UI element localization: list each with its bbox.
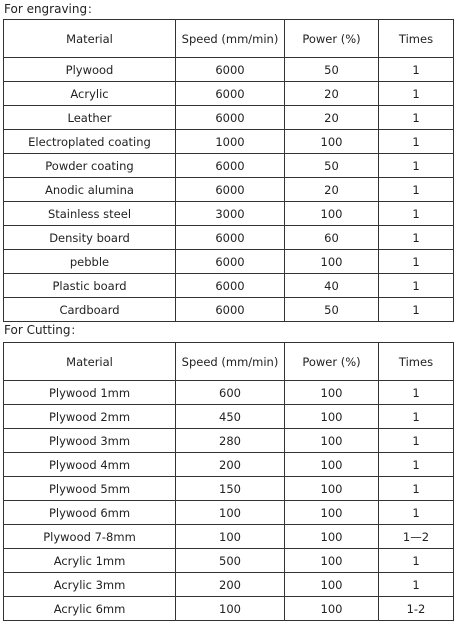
cell-material: Plywood xyxy=(4,58,176,82)
table-header-row xyxy=(4,343,454,381)
cell-speed: 6000 xyxy=(176,82,285,106)
cell-power: 60 xyxy=(285,226,379,250)
cell-material: Leather xyxy=(4,106,176,130)
engraving-parameters-table xyxy=(3,19,454,322)
cell-speed: 6000 xyxy=(176,58,285,82)
cell-material: Plywood 7-8mm xyxy=(4,525,176,549)
cell-power: 100 xyxy=(285,130,379,154)
cell-times: 1 xyxy=(379,429,454,453)
cell-speed: 450 xyxy=(176,405,285,429)
cell-power: 100 xyxy=(285,250,379,274)
table-row xyxy=(4,178,454,202)
column-header-times: Times xyxy=(379,343,454,381)
cell-power: 100 xyxy=(285,525,379,549)
table-row xyxy=(4,202,454,226)
cell-material: pebble xyxy=(4,250,176,274)
table-row xyxy=(4,274,454,298)
table-row xyxy=(4,226,454,250)
cell-speed: 1000 xyxy=(176,130,285,154)
cell-material: Plywood 1mm xyxy=(4,381,176,405)
cell-power: 100 xyxy=(285,429,379,453)
cell-speed: 600 xyxy=(176,381,285,405)
column-header-times: Times xyxy=(379,20,454,58)
cell-times: 1 xyxy=(379,154,454,178)
table-row xyxy=(4,58,454,82)
table-row xyxy=(4,405,454,429)
cell-power: 20 xyxy=(285,82,379,106)
cell-power: 50 xyxy=(285,154,379,178)
table-row xyxy=(4,82,454,106)
cell-speed: 200 xyxy=(176,453,285,477)
cell-times: 1 xyxy=(379,453,454,477)
cell-material: Density board xyxy=(4,226,176,250)
cell-material: Plywood 2mm xyxy=(4,405,176,429)
cell-material: Acrylic 6mm xyxy=(4,597,176,621)
table-row xyxy=(4,597,454,621)
table-row xyxy=(4,154,454,178)
cell-times: 1 xyxy=(379,130,454,154)
cell-times: 1 xyxy=(379,250,454,274)
cell-speed: 150 xyxy=(176,477,285,501)
table-row xyxy=(4,130,454,154)
cell-power: 50 xyxy=(285,58,379,82)
cell-material: Powder coating xyxy=(4,154,176,178)
column-header-power: Power (%) xyxy=(285,343,379,381)
cell-speed: 6000 xyxy=(176,106,285,130)
cell-power: 100 xyxy=(285,202,379,226)
table-row xyxy=(4,429,454,453)
cell-times: 1 xyxy=(379,226,454,250)
cell-power: 40 xyxy=(285,274,379,298)
cell-material: Acrylic xyxy=(4,82,176,106)
column-header-material: Material xyxy=(4,343,176,381)
table-row xyxy=(4,573,454,597)
cell-times: 1—2 xyxy=(379,525,454,549)
cell-material: Cardboard xyxy=(4,298,176,322)
cutting-section-title: For Cutting： xyxy=(4,323,83,337)
cell-times: 1 xyxy=(379,298,454,322)
cell-speed: 500 xyxy=(176,549,285,573)
cell-material: Stainless steel xyxy=(4,202,176,226)
cell-times: 1 xyxy=(379,58,454,82)
table-row xyxy=(4,501,454,525)
cell-power: 100 xyxy=(285,453,379,477)
cell-power: 100 xyxy=(285,501,379,525)
cell-times: 1 xyxy=(379,178,454,202)
cell-material: Plywood 6mm xyxy=(4,501,176,525)
column-header-power: Power (%) xyxy=(285,20,379,58)
table-row xyxy=(4,298,454,322)
cell-power: 100 xyxy=(285,381,379,405)
cell-times: 1 xyxy=(379,573,454,597)
cell-speed: 6000 xyxy=(176,178,285,202)
cell-material: Acrylic 3mm xyxy=(4,573,176,597)
table-header-row xyxy=(4,20,454,58)
cell-power: 20 xyxy=(285,106,379,130)
cell-material: Plywood 5mm xyxy=(4,477,176,501)
column-header-speed: Speed (mm/min) xyxy=(176,20,285,58)
cell-times: 1 xyxy=(379,381,454,405)
cell-power: 50 xyxy=(285,298,379,322)
cell-material: Acrylic 1mm xyxy=(4,549,176,573)
cell-material: Plywood 3mm xyxy=(4,429,176,453)
cell-power: 20 xyxy=(285,178,379,202)
cell-times: 1 xyxy=(379,106,454,130)
table-row xyxy=(4,549,454,573)
column-header-speed: Speed (mm/min) xyxy=(176,343,285,381)
cutting-parameters-table xyxy=(3,342,454,621)
cell-times: 1 xyxy=(379,501,454,525)
cell-speed: 280 xyxy=(176,429,285,453)
cell-power: 100 xyxy=(285,573,379,597)
table-row xyxy=(4,106,454,130)
cell-speed: 6000 xyxy=(176,154,285,178)
cell-times: 1 xyxy=(379,202,454,226)
cell-power: 100 xyxy=(285,597,379,621)
cell-material: Electroplated coating xyxy=(4,130,176,154)
cell-times: 1 xyxy=(379,405,454,429)
cell-power: 100 xyxy=(285,477,379,501)
cell-times: 1 xyxy=(379,549,454,573)
cell-material: Plywood 4mm xyxy=(4,453,176,477)
cell-speed: 6000 xyxy=(176,250,285,274)
cell-times: 1 xyxy=(379,477,454,501)
cell-speed: 100 xyxy=(176,501,285,525)
cell-material: Plastic board xyxy=(4,274,176,298)
cell-power: 100 xyxy=(285,549,379,573)
table-row xyxy=(4,525,454,549)
column-header-material: Material xyxy=(4,20,176,58)
cell-speed: 100 xyxy=(176,525,285,549)
cell-times: 1-2 xyxy=(379,597,454,621)
table-row xyxy=(4,453,454,477)
cell-speed: 100 xyxy=(176,597,285,621)
cell-power: 100 xyxy=(285,405,379,429)
cell-speed: 3000 xyxy=(176,202,285,226)
cell-speed: 200 xyxy=(176,573,285,597)
cell-times: 1 xyxy=(379,82,454,106)
engraving-section-title: For engraving： xyxy=(4,2,100,16)
cell-speed: 6000 xyxy=(176,274,285,298)
cutting-table-body xyxy=(4,381,454,621)
table-row xyxy=(4,250,454,274)
cell-times: 1 xyxy=(379,274,454,298)
table-row xyxy=(4,477,454,501)
engraving-table-body xyxy=(4,58,454,322)
cell-speed: 6000 xyxy=(176,298,285,322)
cell-speed: 6000 xyxy=(176,226,285,250)
cell-material: Anodic alumina xyxy=(4,178,176,202)
table-row xyxy=(4,381,454,405)
